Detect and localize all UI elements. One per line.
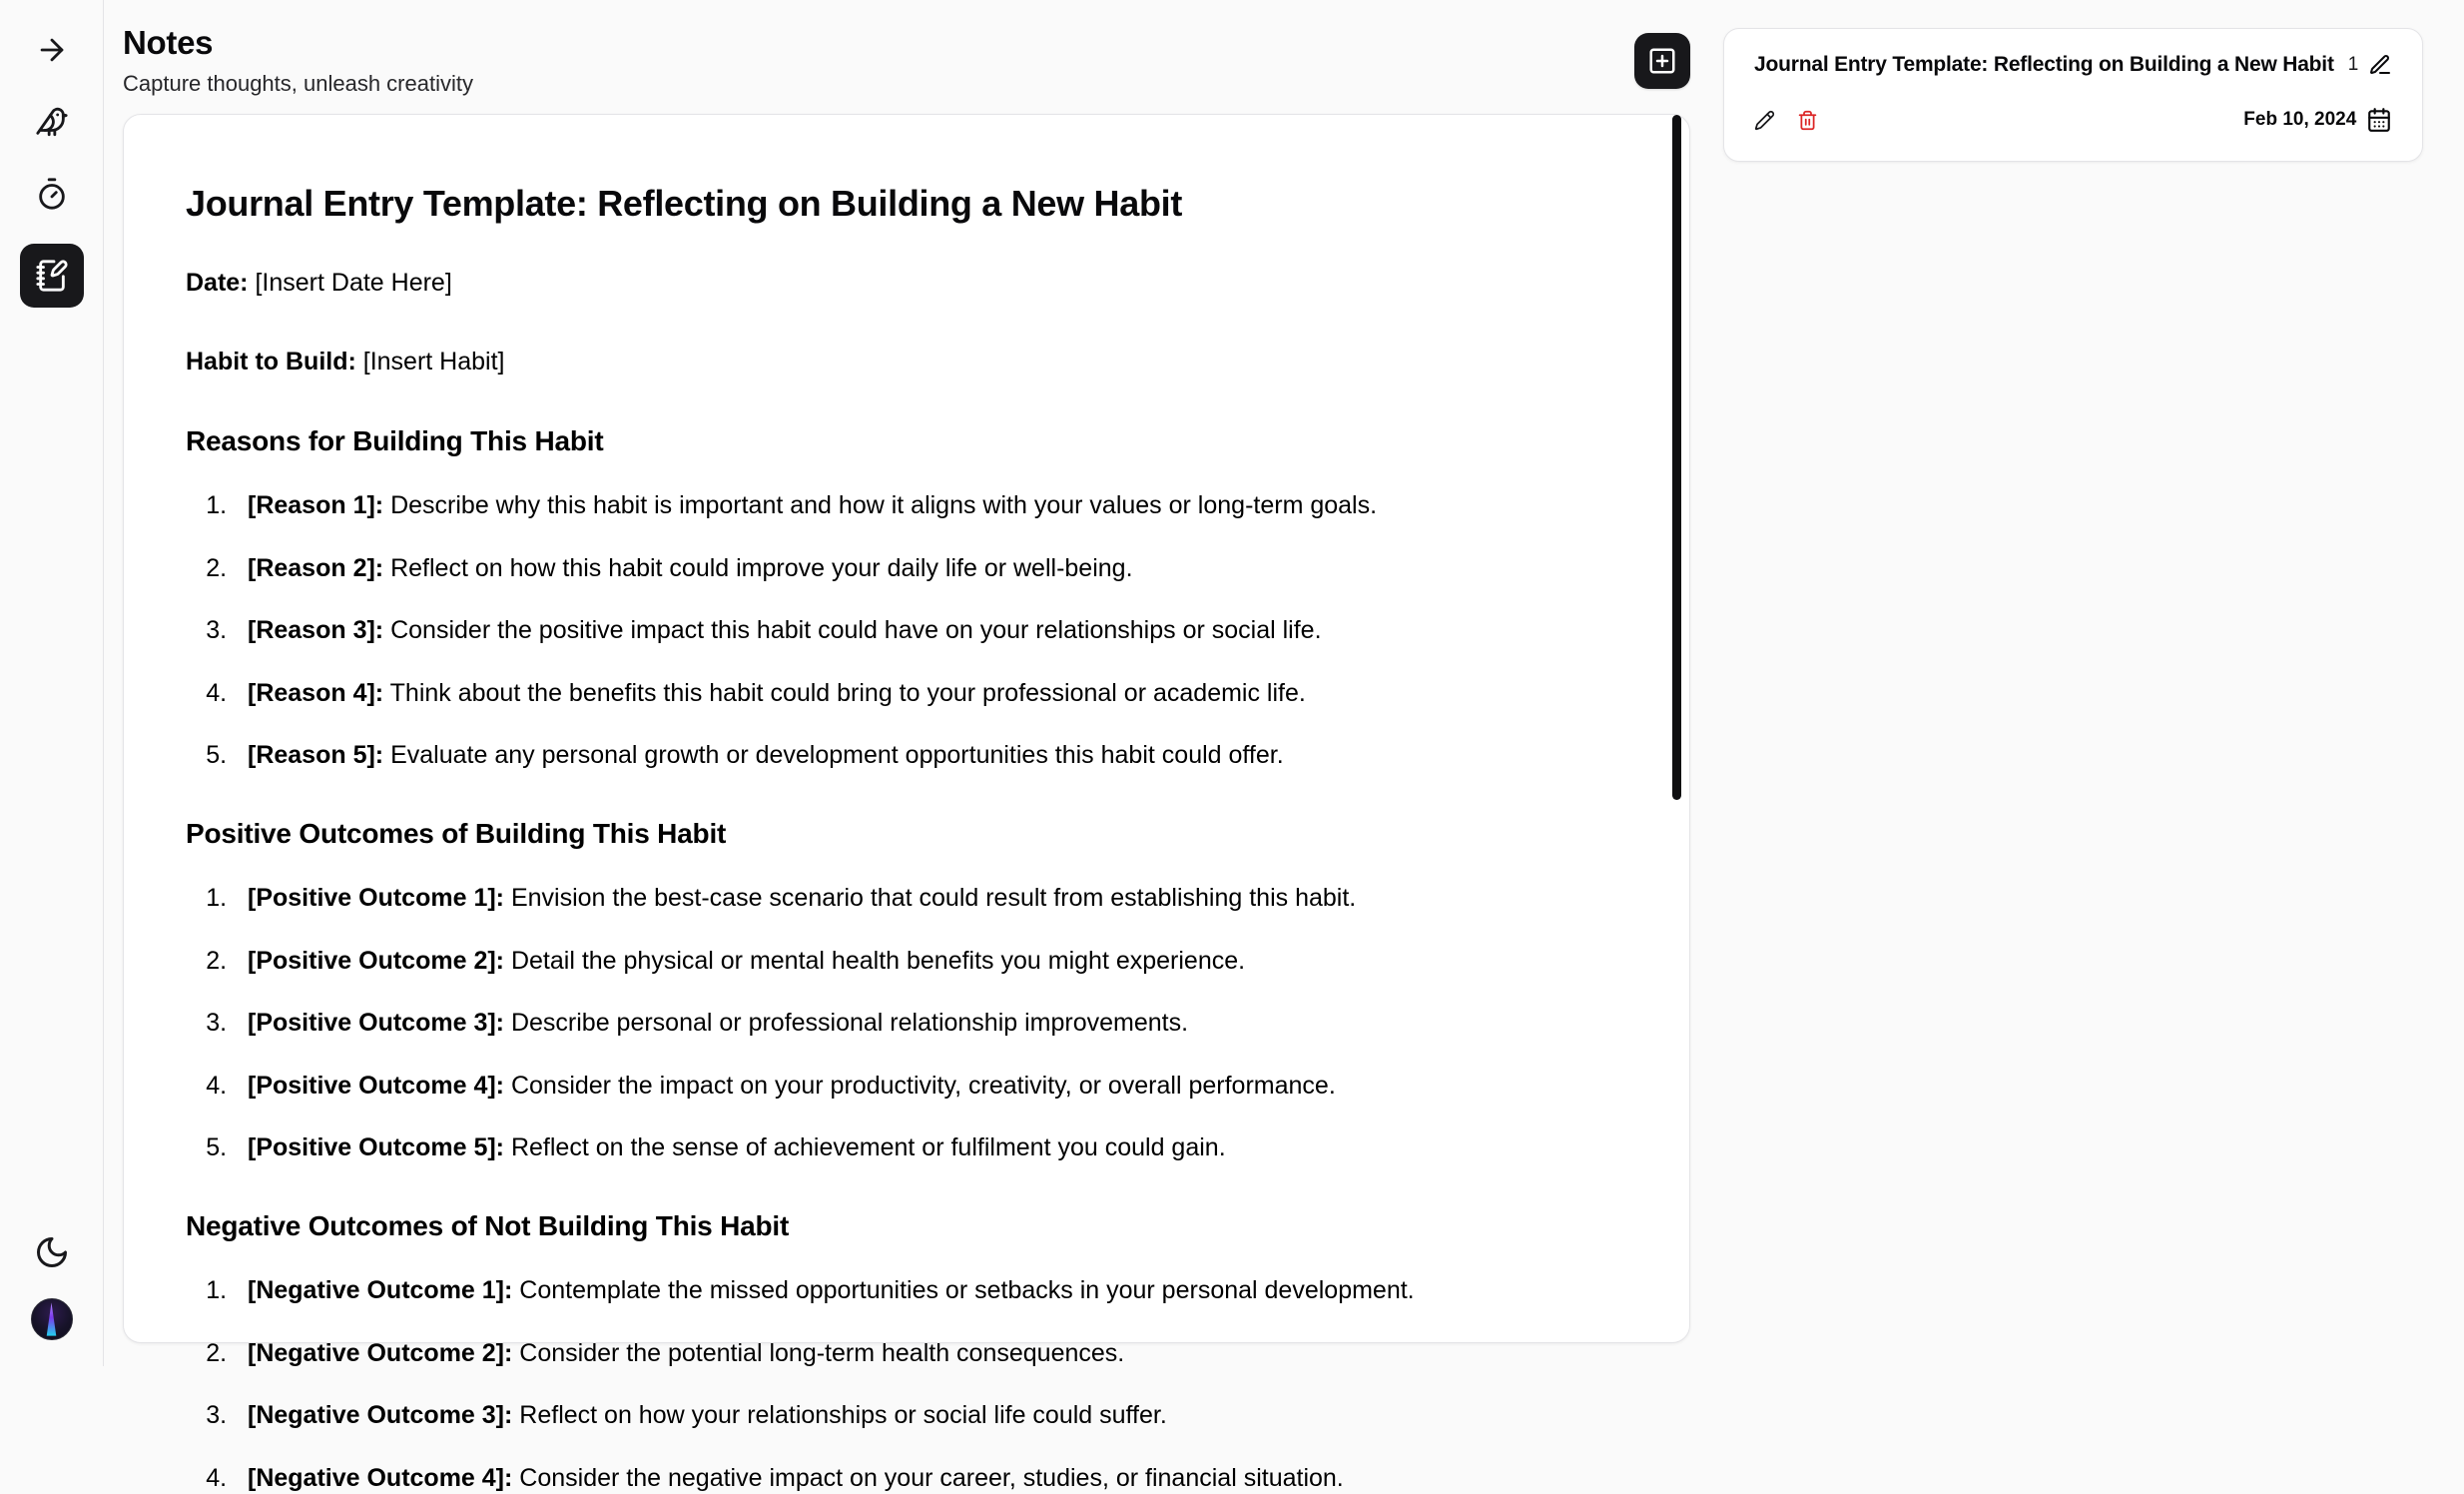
- page-title: Notes: [123, 24, 214, 61]
- list-item: 1. [Negative Outcome 1]: Contemplate the missed opportunities or setbacks in your personal development.: [234, 1274, 1627, 1307]
- sidebar-item-expand[interactable]: [30, 28, 74, 72]
- section-heading-positive: Positive Outcomes of Building This Habit: [186, 817, 727, 849]
- note-card-actions: [1754, 110, 1818, 131]
- timer-icon: [35, 177, 69, 211]
- list-item: 3. [Reason 3]: Consider the positive impact this habit could have on your relationships or social life.: [234, 614, 1627, 647]
- note-field-habit: Habit to Build: [Insert Habit]: [186, 347, 505, 375]
- note-date: Feb 10, 2024: [2243, 109, 2357, 130]
- list-item: 1. [Reason 1]: Describe why this habit is important and how it aligns with your values or long-term goals.: [234, 489, 1627, 522]
- note-field-date: Date: [Insert Date Here]: [186, 269, 452, 297]
- notes-list-panel: [1704, 0, 2464, 1366]
- dark-mode-toggle[interactable]: [30, 1230, 74, 1274]
- list-item: 3. [Negative Outcome 3]: Reflect on how your relationships or social life could suffer.: [234, 1399, 1627, 1432]
- page-title-block: [123, 24, 473, 97]
- section-heading-negative: Negative Outcomes of Not Building This Habit: [186, 1209, 790, 1241]
- moon-icon: [34, 1234, 70, 1270]
- note-date-group: [2243, 107, 2392, 133]
- positive-outcomes-list: [186, 882, 1627, 1164]
- note-count-group: [2348, 53, 2393, 77]
- note-card-title-row: [1754, 53, 2392, 77]
- note-title: Journal Entry Template: Reflecting on Building a New Habit: [186, 183, 1183, 224]
- list-item: 3. [Positive Outcome 3]: Describe personal or professional relationship improvements.: [234, 1007, 1627, 1040]
- list-item: 4. [Reason 4]: Think about the benefits this habit could bring to your professional or academic life.: [234, 677, 1627, 710]
- new-note-button[interactable]: [1634, 33, 1690, 89]
- sidebar: [0, 0, 104, 1366]
- section-heading-reasons: Reasons for Building This Habit: [186, 425, 604, 456]
- arrow-right-icon: [35, 33, 69, 67]
- sidebar-item-timer[interactable]: [30, 172, 74, 216]
- sidebar-item-bird[interactable]: [30, 100, 74, 144]
- trash-icon: [1797, 110, 1818, 131]
- list-item: 4. [Negative Outcome 4]: Consider the negative impact on your career, studies, or financial situation.: [234, 1462, 1627, 1494]
- note-card-title: Journal Entry Template: Reflecting on Building a New Habit: [1754, 53, 2334, 76]
- page-subtitle: Capture thoughts, unleash creativity: [123, 71, 473, 96]
- list-item: 2. [Positive Outcome 2]: Detail the physical or mental health benefits you might experience.: [234, 945, 1627, 978]
- note-body: [186, 267, 1627, 1494]
- calendar-days-icon: [2366, 107, 2392, 133]
- edit-note-button[interactable]: [1754, 110, 1775, 131]
- avatar[interactable]: [31, 1298, 73, 1340]
- pencil-icon: [1754, 110, 1775, 131]
- list-item: 4. [Positive Outcome 4]: Consider the impact on your productivity, creativity, or overall performance.: [234, 1070, 1627, 1103]
- note-list-card[interactable]: [1723, 28, 2423, 162]
- notebook-pen-icon: [35, 259, 69, 293]
- main-header: [123, 0, 1690, 97]
- bird-icon: [35, 105, 69, 139]
- negative-outcomes-list: [186, 1274, 1627, 1494]
- list-item: 5. [Reason 5]: Evaluate any personal growth or development opportunities this habit could offer.: [234, 739, 1627, 772]
- delete-note-button[interactable]: [1797, 110, 1818, 131]
- note-editor: [123, 114, 1690, 1492]
- list-item: 2. [Reason 2]: Reflect on how this habit could improve your daily life or well-being.: [234, 552, 1627, 585]
- list-item: 1. [Positive Outcome 1]: Envision the best-case scenario that could result from establishing this habit.: [234, 882, 1627, 915]
- notes-main: [104, 0, 1704, 1492]
- note-count: 1: [2347, 54, 2359, 75]
- sidebar-item-notes[interactable]: [20, 244, 84, 308]
- pen-line-icon: [2368, 53, 2392, 77]
- list-item: 2. [Negative Outcome 2]: Consider the potential long-term health consequences.: [234, 1337, 1627, 1370]
- list-item: 5. [Positive Outcome 5]: Reflect on the sense of achievement or fulfilment you could gain.: [234, 1131, 1627, 1164]
- note-scrollbar-thumb[interactable]: [1672, 115, 1681, 800]
- note-card-actions-row: [1754, 107, 2392, 133]
- square-plus-icon: [1647, 46, 1677, 76]
- reasons-list: [186, 489, 1627, 772]
